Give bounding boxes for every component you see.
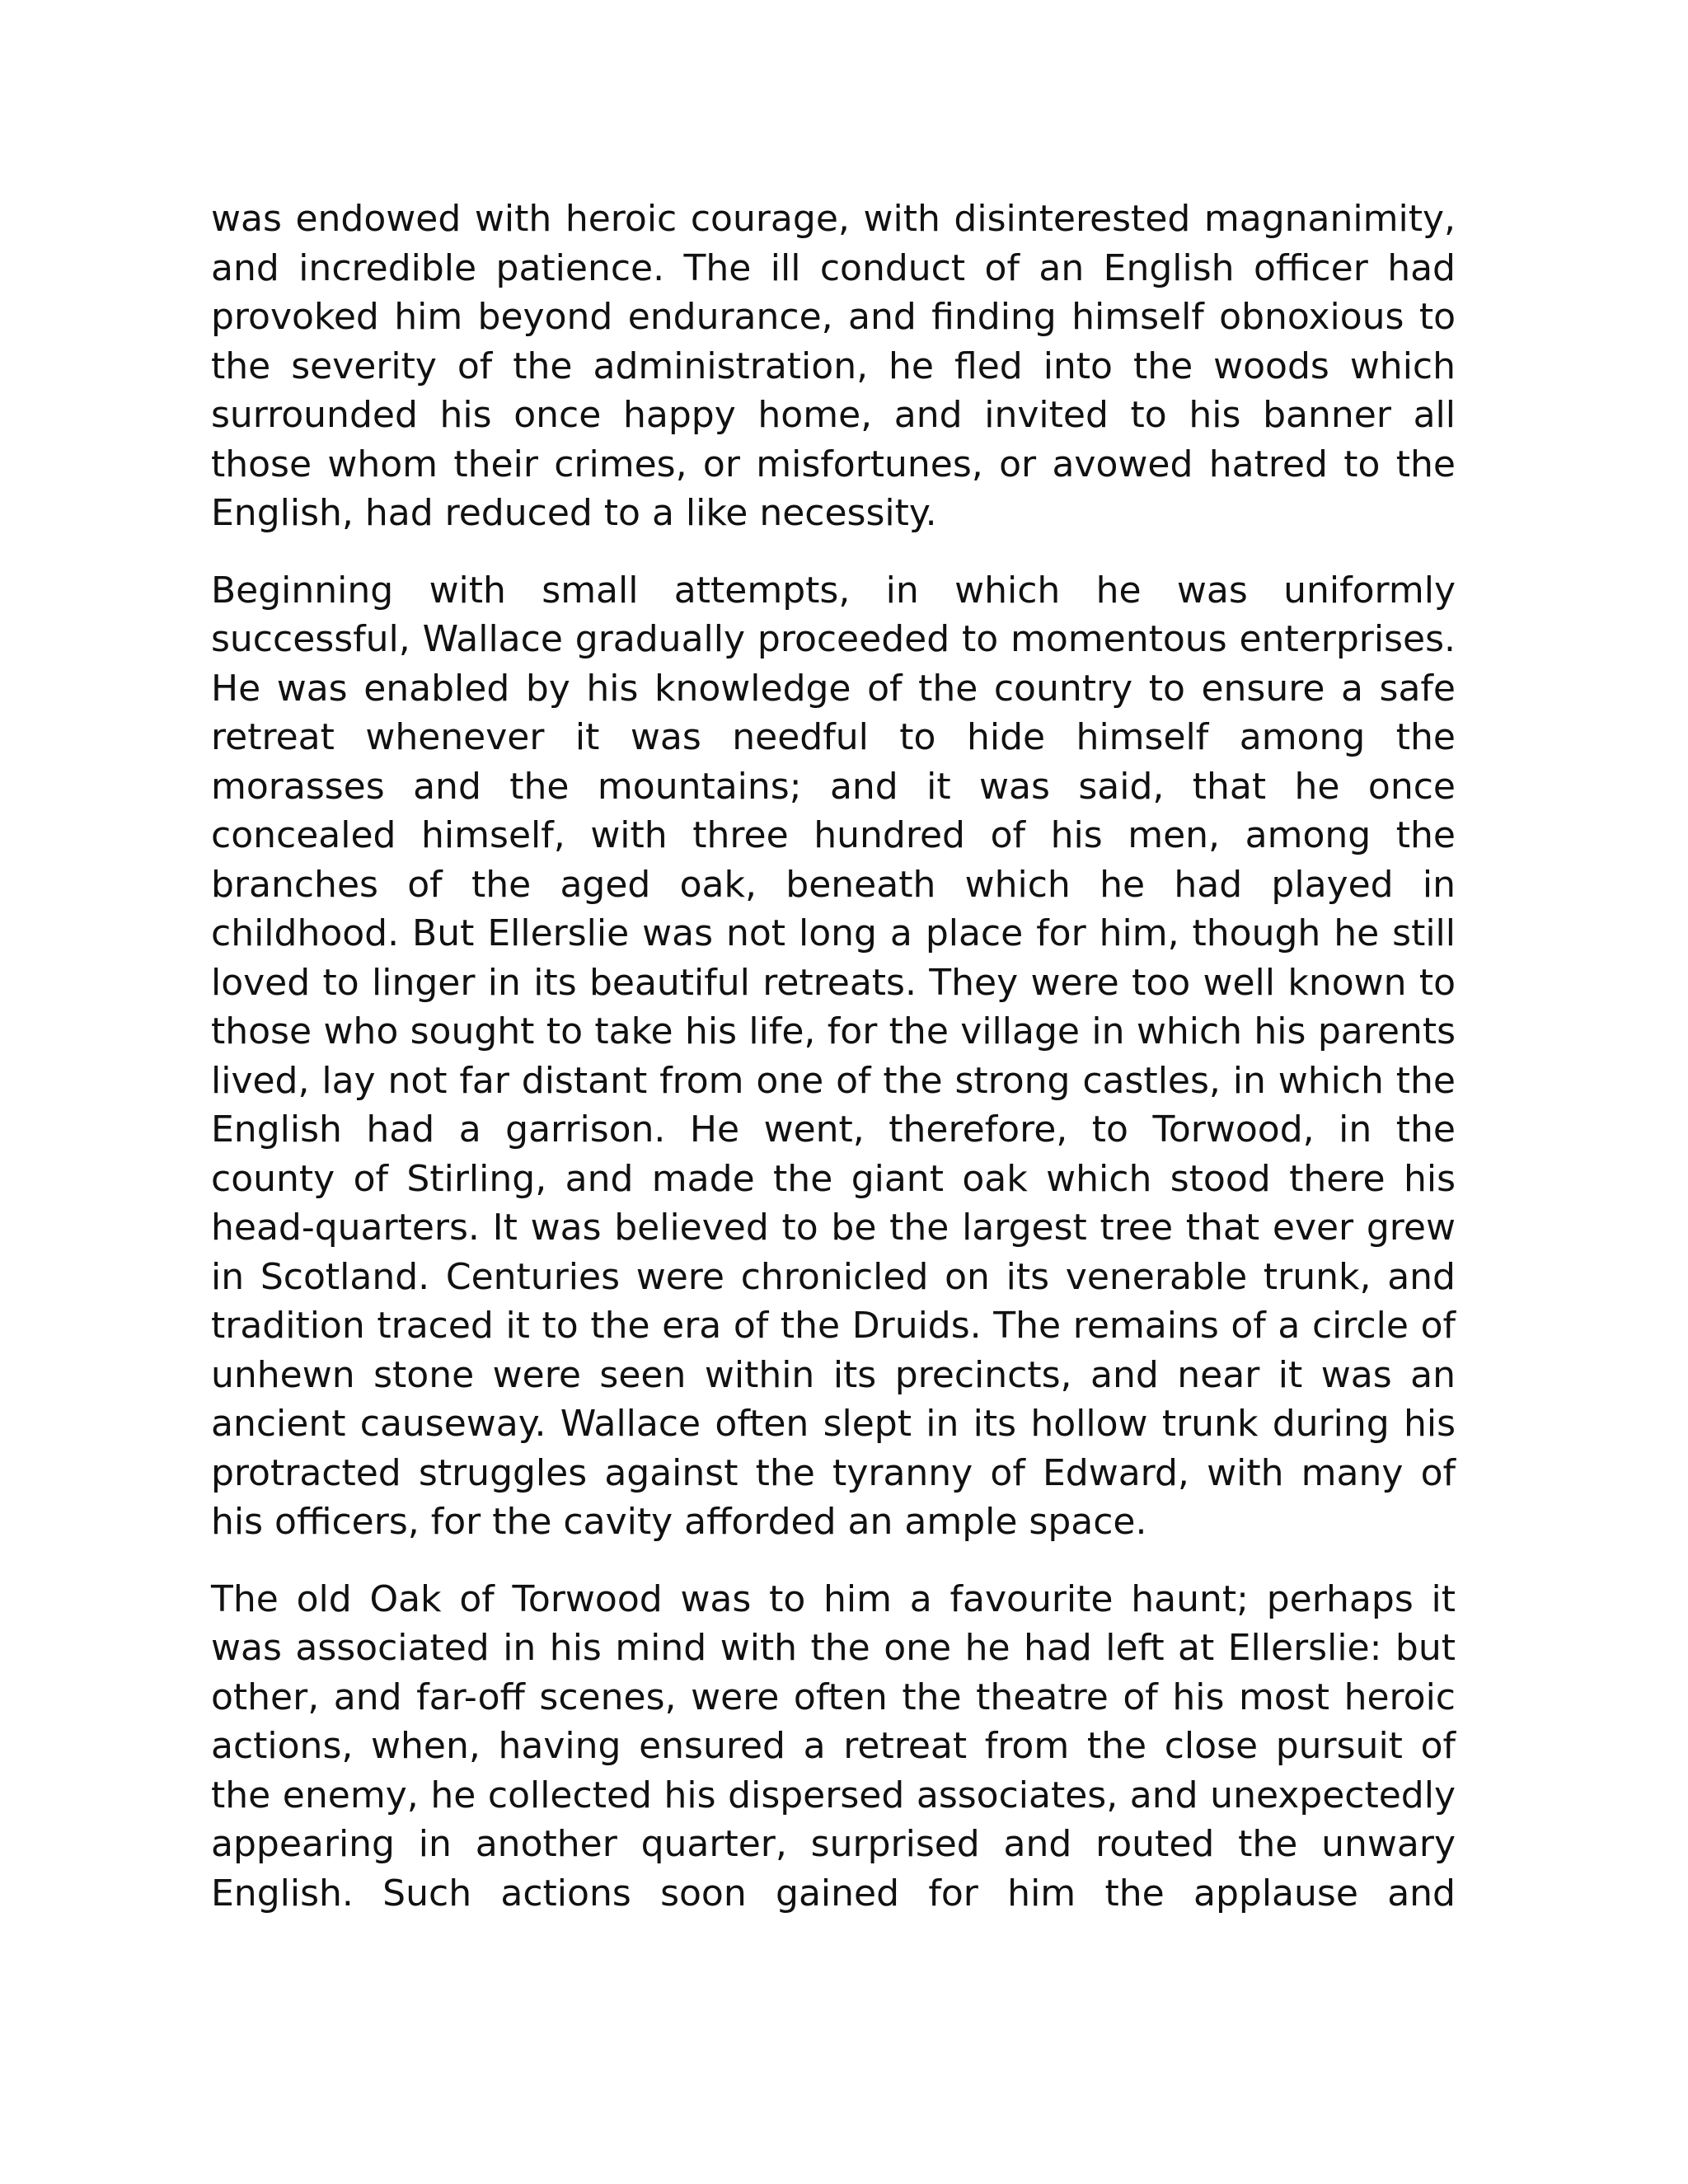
body-text [211,194,1456,1918]
paragraph-3: The old Oak of Torwood was to him a favourite haunt; perhaps it was associated in his mind with the one he had left at Ellerslie: but other, and far-off scenes, were often the theatre of his most heroic actions, when, having ensured a retreat from the close pursuit of the enemy, he collected his dispersed associates, and unexpectedly appearing in another quarter, surprised and routed the unwary English. Such actions soon gained for him the applause and [211,1577,1456,1915]
paragraph-1: was endowed with heroic courage, with disinterested magnanimity, and incredible patience. The ill conduct of an English officer had provoked him beyond endurance, and finding himself obnoxious to the severity of the administration, he fled into the woods which surrounded his once happy home, and invited to his banner all those whom their crimes, or misfortunes, or avowed hatred to the English, had reduced to a like necessity. [211,198,1456,534]
paragraph-2: Beginning with small attempts, in which he was uniformly successful, Wallace gradually proceeded to momentous enterprises. He was enabled by his knowledge of the country to ensure a safe retreat whenever it was needful to hide himself among the morasses and the mountains; and it was said, that he once concealed himself, with three hundred of his men, among the branches of the aged oak, beneath which he had played in childhood. But Ellerslie was not long a place for him, though he still loved to linger in its beautiful retreats. They were too well known to those who sought to take his life, for the village in which his parents lived, lay not far distant from one of the strong castles, in which the English had a garrison. He went, therefore, to Torwood, in the county of Stirling, and made the giant oak which stood there his head-quarters. It was believed to be the largest tree that ever grew in Scotland. Centuries were chronicled on its venerable trunk, and tradition traced it to the era of the Druids. The remains of a circle of unhewn stone were seen within its precincts, and near it was an ancient causeway. Wallace often slept in its hollow trunk during his protracted struggles against the tyranny of Edward, with many of his officers, for the cavity afforded an ample space. [211,569,1456,1543]
